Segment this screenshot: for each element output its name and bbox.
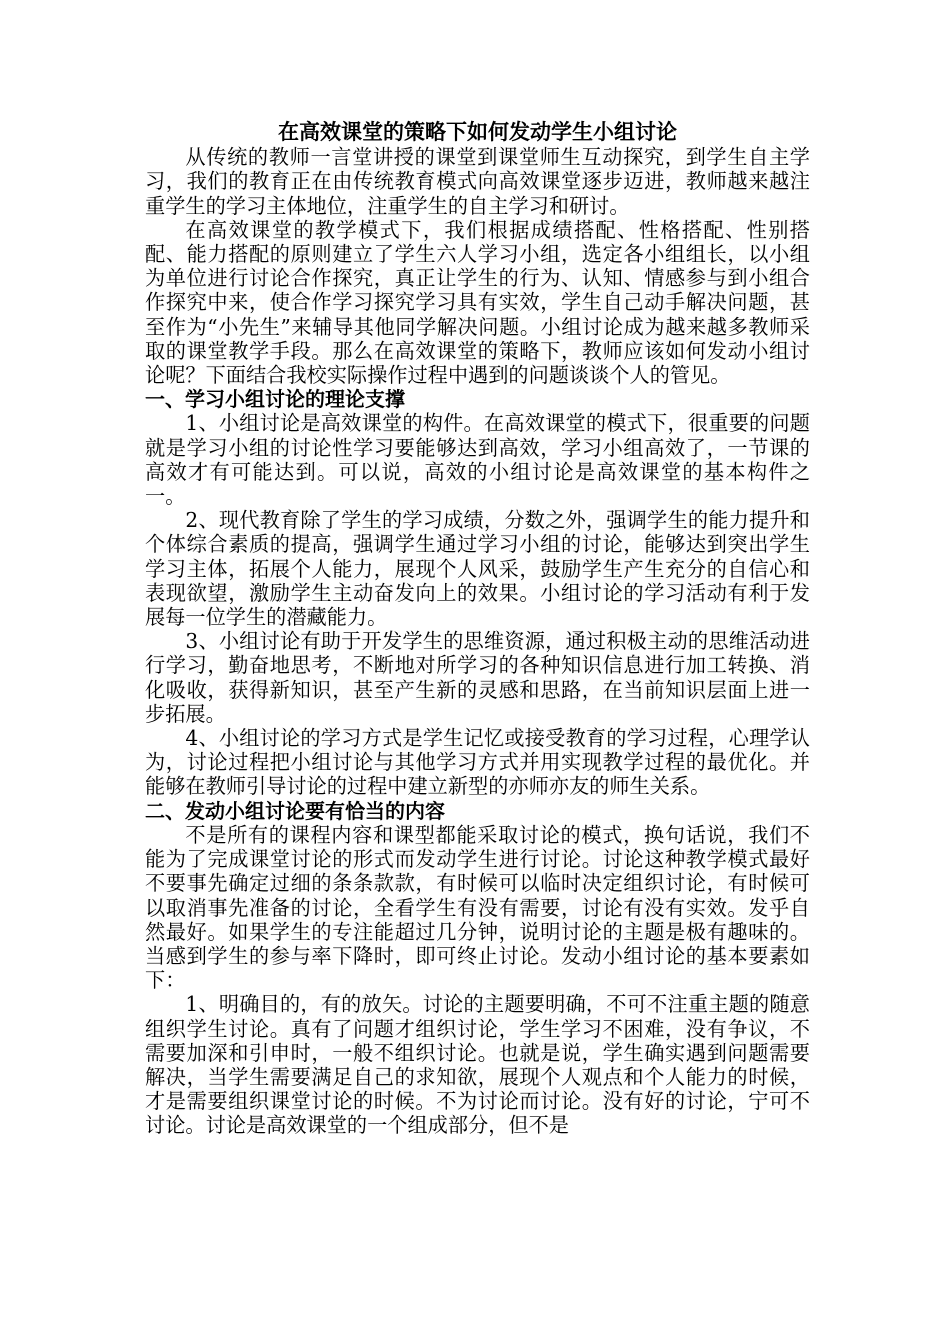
section-1-paragraph-3: 3、小组讨论有助于开发学生的思维资源，通过积极主动的思维活动进行学习，勤奋地思考，不断地对所学习的各种知识信息进行加工转换、消化吸收，获得新知识，甚至产生新的灵感和思路，在当前知识层面上进一步拓展。	[145, 629, 810, 726]
section-2-paragraph-2: 1、明确目的，有的放矢。讨论的主题要明确，不可不注重主题的随意组织学生讨论。真有了问题才组织讨论，学生学习不困难，没有争议，不需要加深和引申时，一般不组织讨论。也就是说，学生确实遇到问题需要解决，当学生需要满足自己的求知欲，展现个人观点和个人能力的时候，才是需要组织课堂讨论的时候。不为讨论而讨论。没有好的讨论，宁可不讨论。讨论是高效课堂的一个组成部分，但不是	[145, 992, 810, 1138]
section-2-paragraph-1: 不是所有的课程内容和课型都能采取讨论的模式，换句话说，我们不能为了完成课堂讨论的形式而发动学生进行讨论。讨论这种教学模式最好不要事先确定过细的条条款款，有时候可以临时决定组织讨论，有时候可以取消事先准备的讨论，全看学生有没有需要，讨论有没有实效。发乎自然最好。如果学生的专注能超过几分钟，说明讨论的主题是极有趣味的。当感到学生的参与率下降时，即可终止讨论。发动小组讨论的基本要素如下：	[145, 822, 810, 993]
section-1-heading: 一、学习小组讨论的理论支撑	[145, 387, 405, 412]
intro-paragraph-2: 在高效课堂的教学模式下，我们根据成绩搭配、性格搭配、性别搭配、能力搭配的原则建立了学生六人学习小组，选定各小组组长，以小组为单位进行讨论合作探究，真正让学生的行为、认知、情感参与到小组合作探究中来，使合作学习探究学习具有实效，学生自己动手解决问题，甚至作为“小先生”来辅导其他同学解决问题。小组讨论成为越来越多教师采取的课堂教学手段。那么在高效课堂的策略下，教师应该如何发动小组讨论呢？下面结合我校实际操作过程中遇到的问题谈谈个人的管见。	[145, 217, 810, 388]
intro-paragraph-1: 从传统的教师一言堂讲授的课堂到课堂师生互动探究，到学生自主学习，我们的教育正在由传统教育模式向高效课堂逐步迈进，教师越来越注重学生的学习主体地位，注重学生的自主学习和研讨。	[145, 145, 810, 218]
section-1-paragraph-4: 4、小组讨论的学习方式是学生记忆或接受教育的学习过程，心理学认为，讨论过程把小组讨论与其他学习方式并用实现教学过程的最优化。并能够在教师引导讨论的过程中建立新型的亦师亦友的师生关系。	[145, 726, 810, 799]
section-1-paragraph-2: 2、现代教育除了学生的学习成绩，分数之外，强调学生的能力提升和个体综合素质的提高，强调学生通过学习小组的讨论，能够达到突出学生学习主体，拓展个人能力，展现个人风采，鼓励学生产生充分的自信心和表现欲望，激励学生主动奋发向上的效果。小组讨论的学习活动有利于发展每一位学生的潜藏能力。	[145, 508, 810, 630]
document-page	[145, 120, 810, 1138]
section-1-paragraph-1: 1、小组讨论是高效课堂的构件。在高效课堂的模式下，很重要的问题就是学习小组的讨论性学习要能够达到高效，学习小组高效了，一节课的高效才有可能达到。可以说，高效的小组讨论是高效课堂的基本构件之一。	[145, 411, 810, 509]
section-2-heading: 二、发动小组讨论要有恰当的内容	[145, 798, 445, 823]
document-title: 在高效课堂的策略下如何发动学生小组讨论	[278, 120, 677, 144]
